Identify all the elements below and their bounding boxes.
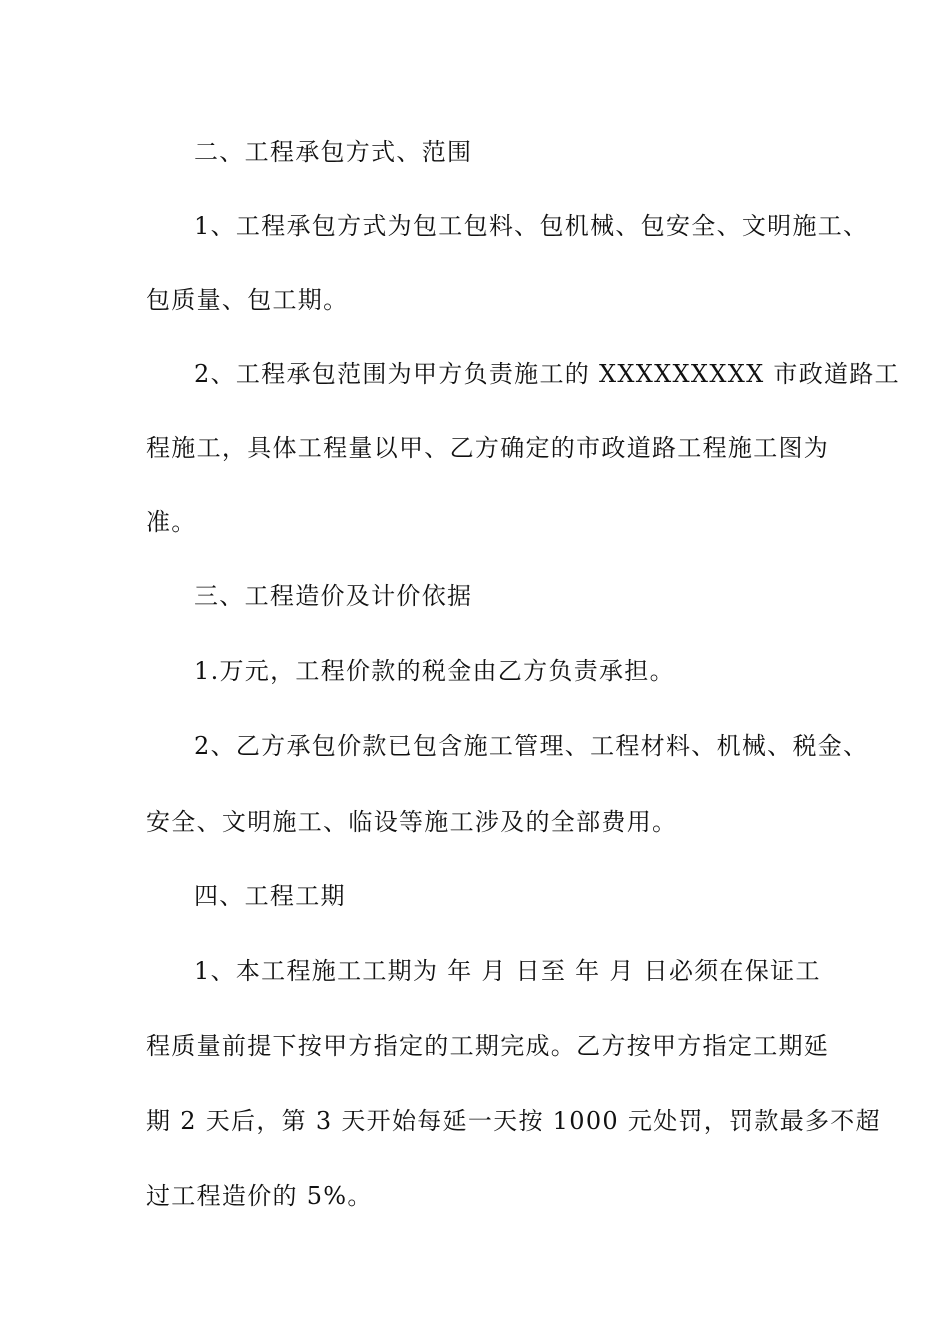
paragraph-line: 2、工程承包范围为甲方负责施工的 XXXXXXXXX 市政道路工 — [194, 360, 900, 388]
paragraph-line: 1、工程承包方式为包工包料、包机械、包安全、文明施工、 — [194, 212, 869, 240]
paragraph-line: 安全、文明施工、临设等施工涉及的全部费用。 — [146, 808, 678, 836]
paragraph-line: 1、本工程施工工期为 年 月 日至 年 月 日必须在保证工 — [194, 957, 821, 985]
paragraph-line: 1.万元，工程价款的税金由乙方负责承担。 — [194, 657, 675, 685]
section-heading: 四、工程工期 — [194, 882, 346, 910]
paragraph-line: 2、乙方承包价款已包含施工管理、工程材料、机械、税金、 — [194, 732, 869, 760]
section-heading: 二、工程承包方式、范围 — [194, 138, 473, 166]
paragraph-line: 期 2 天后，第 3 天开始每延一天按 1000 元处罚，罚款最多不超 — [146, 1107, 881, 1135]
paragraph-line: 程施工，具体工程量以甲、乙方确定的市政道路工程施工图为 — [146, 434, 830, 462]
paragraph-line: 准。 — [146, 508, 197, 536]
paragraph-line: 程质量前提下按甲方指定的工期完成。乙方按甲方指定工期延 — [146, 1032, 830, 1060]
section-heading: 三、工程造价及计价依据 — [194, 582, 473, 610]
paragraph-line: 过工程造价的 5%。 — [146, 1182, 373, 1210]
paragraph-line: 包质量、包工期。 — [146, 286, 349, 314]
